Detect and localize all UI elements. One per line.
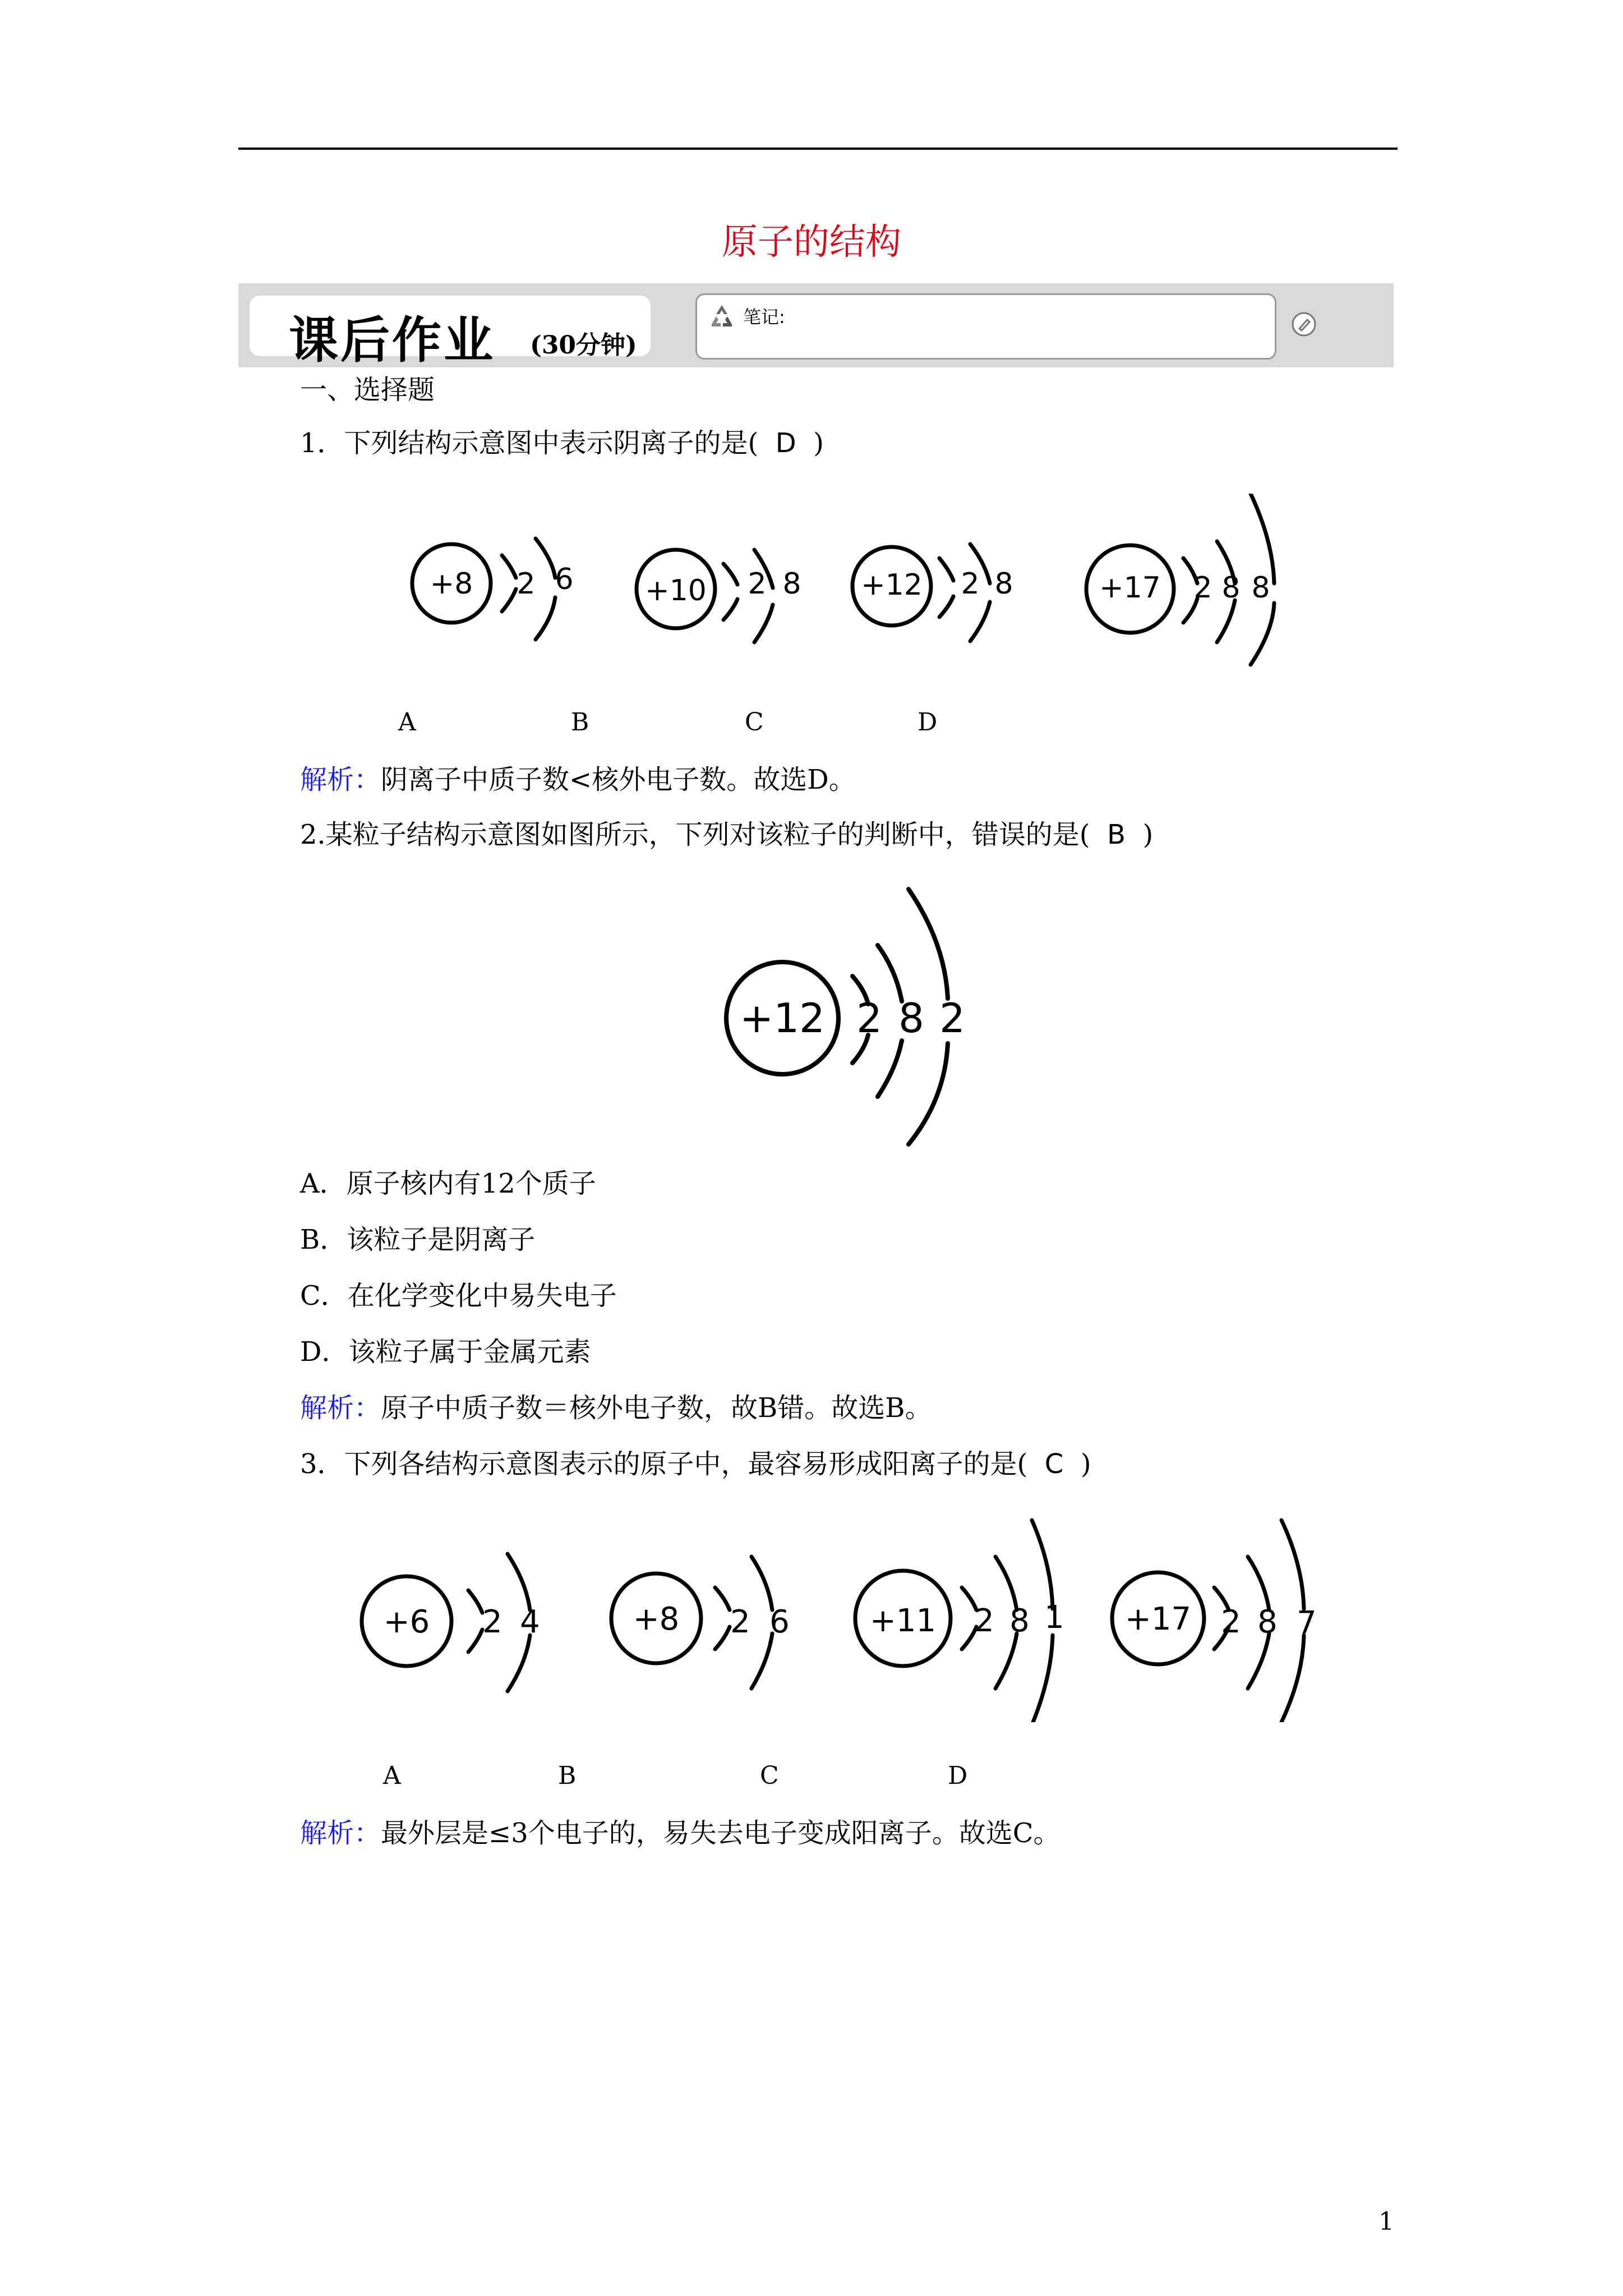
question-1-answer: D xyxy=(775,427,796,459)
q2-choice-a: A．原子核内有12个质子 xyxy=(300,1168,596,1199)
q3-atom-c-shell-2: 8 xyxy=(1009,1603,1030,1639)
atom-q2-shell-3: 2 xyxy=(939,995,965,1042)
header-rule xyxy=(238,148,1398,150)
q3-atom-b-shell-2: 6 xyxy=(769,1604,790,1640)
question-3 xyxy=(300,1447,1091,1481)
homework-banner xyxy=(238,283,1394,367)
pen-icon[interactable] xyxy=(1290,310,1318,338)
atom-c-shell-2: 8 xyxy=(994,567,1013,601)
q1-diagrams xyxy=(393,494,1301,696)
q1-explanation-text: 阴离子中质子数<核外电子数。故选D。 xyxy=(381,764,856,795)
question-2-stem: 2.某粒子结构示意图如图所示，下列对该粒子的判断中，错误的是( xyxy=(300,819,1090,850)
question-3-answer: C xyxy=(1044,1448,1064,1480)
q3-atom-c-nucleus: +11 xyxy=(869,1603,937,1639)
q3-atom-b-nucleus: +8 xyxy=(633,1601,680,1637)
page-number: 1 xyxy=(1378,2207,1394,2236)
question-3-close: ) xyxy=(1080,1448,1091,1480)
q3-explanation-label: 解析： xyxy=(300,1818,381,1849)
q3-explanation-text: 最外层是≤3个电子的，易失去电子变成阳离子。故选C。 xyxy=(381,1818,1061,1849)
question-2-answer: B xyxy=(1107,819,1126,850)
atom-d-nucleus: +17 xyxy=(1099,571,1161,605)
q1-explanation xyxy=(300,763,856,797)
q3-atom-d-shell-2: 8 xyxy=(1257,1604,1278,1640)
q2-diagram xyxy=(718,881,987,1150)
q3-label-c: C xyxy=(760,1761,779,1790)
question-3-stem: 3．下列各结构示意图表示的原子中，最容易形成阳离子的是( xyxy=(300,1448,1028,1480)
q3-atom-b-shell-1: 2 xyxy=(730,1604,750,1640)
q3-atom-c-shell-1: 2 xyxy=(974,1603,994,1639)
atom-q2-shell-2: 8 xyxy=(898,995,924,1042)
notes-field[interactable] xyxy=(695,293,1276,360)
document-title: 原子的结构 xyxy=(722,222,901,263)
banner-title: 课后作业 xyxy=(289,311,496,369)
q3-atom-d-shell-1: 2 xyxy=(1221,1604,1241,1640)
atom-a-shell-2: 6 xyxy=(555,563,574,596)
q2-explanation-text: 原子中质子数＝核外电子数，故B错。故选B。 xyxy=(381,1392,932,1424)
q3-atom-a-shell-2: 4 xyxy=(520,1604,540,1640)
atom-q2-shell-1: 2 xyxy=(856,995,882,1042)
atom-q2-nucleus: +12 xyxy=(740,995,825,1042)
q3-label-a: A xyxy=(383,1761,401,1790)
atom-d-shell-3: 8 xyxy=(1251,571,1270,605)
q1-label-b: B xyxy=(571,708,589,737)
question-1 xyxy=(300,426,824,460)
q3-label-d: D xyxy=(948,1761,968,1790)
q2-explanation-label: 解析： xyxy=(300,1392,381,1424)
q2-choice-b: B．该粒子是阴离子 xyxy=(300,1224,536,1255)
banner-duration: (30分钟) xyxy=(530,331,637,360)
recycle-icon xyxy=(708,303,735,328)
atom-b-shell-1: 2 xyxy=(748,567,767,601)
atom-c-shell-1: 2 xyxy=(961,567,980,601)
atom-d-shell-2: 8 xyxy=(1221,571,1241,605)
q3-atom-c-shell-3: 1 xyxy=(1044,1599,1064,1636)
q2-explanation xyxy=(300,1391,932,1425)
q2-choice-c: C．在化学变化中易失电子 xyxy=(300,1280,617,1312)
section-heading: 一、选择题 xyxy=(300,374,435,406)
atom-c-nucleus: +12 xyxy=(861,568,923,602)
banner-tab xyxy=(250,296,651,369)
q1-label-d: D xyxy=(917,708,938,737)
atom-a-nucleus: +8 xyxy=(430,567,473,601)
q1-label-a: A xyxy=(398,708,416,737)
q3-label-b: B xyxy=(558,1761,577,1790)
notes-label: 笔记: xyxy=(743,306,785,328)
question-2-close: ) xyxy=(1142,819,1154,850)
q3-explanation xyxy=(300,1816,1061,1850)
atom-a-shell-1: 2 xyxy=(517,567,536,601)
q3-atom-d-nucleus: +17 xyxy=(1124,1601,1192,1637)
question-2 xyxy=(300,818,1153,852)
q3-diagrams xyxy=(348,1509,1335,1722)
question-1-close: ) xyxy=(813,427,824,459)
q3-atom-a-shell-1: 2 xyxy=(482,1604,502,1640)
q3-atom-d-shell-3: 7 xyxy=(1297,1605,1317,1641)
q2-choice-d: D．该粒子属于金属元素 xyxy=(300,1336,591,1368)
atom-b-shell-2: 8 xyxy=(782,567,801,601)
q1-label-c: C xyxy=(745,708,764,737)
atom-d-shell-1: 2 xyxy=(1193,571,1212,605)
q1-explanation-label: 解析： xyxy=(300,764,381,795)
question-1-stem: 1．下列结构示意图中表示阴离子的是( xyxy=(300,427,759,459)
q3-atom-a-nucleus: +6 xyxy=(383,1604,430,1640)
atom-b-nucleus: +10 xyxy=(645,574,707,608)
